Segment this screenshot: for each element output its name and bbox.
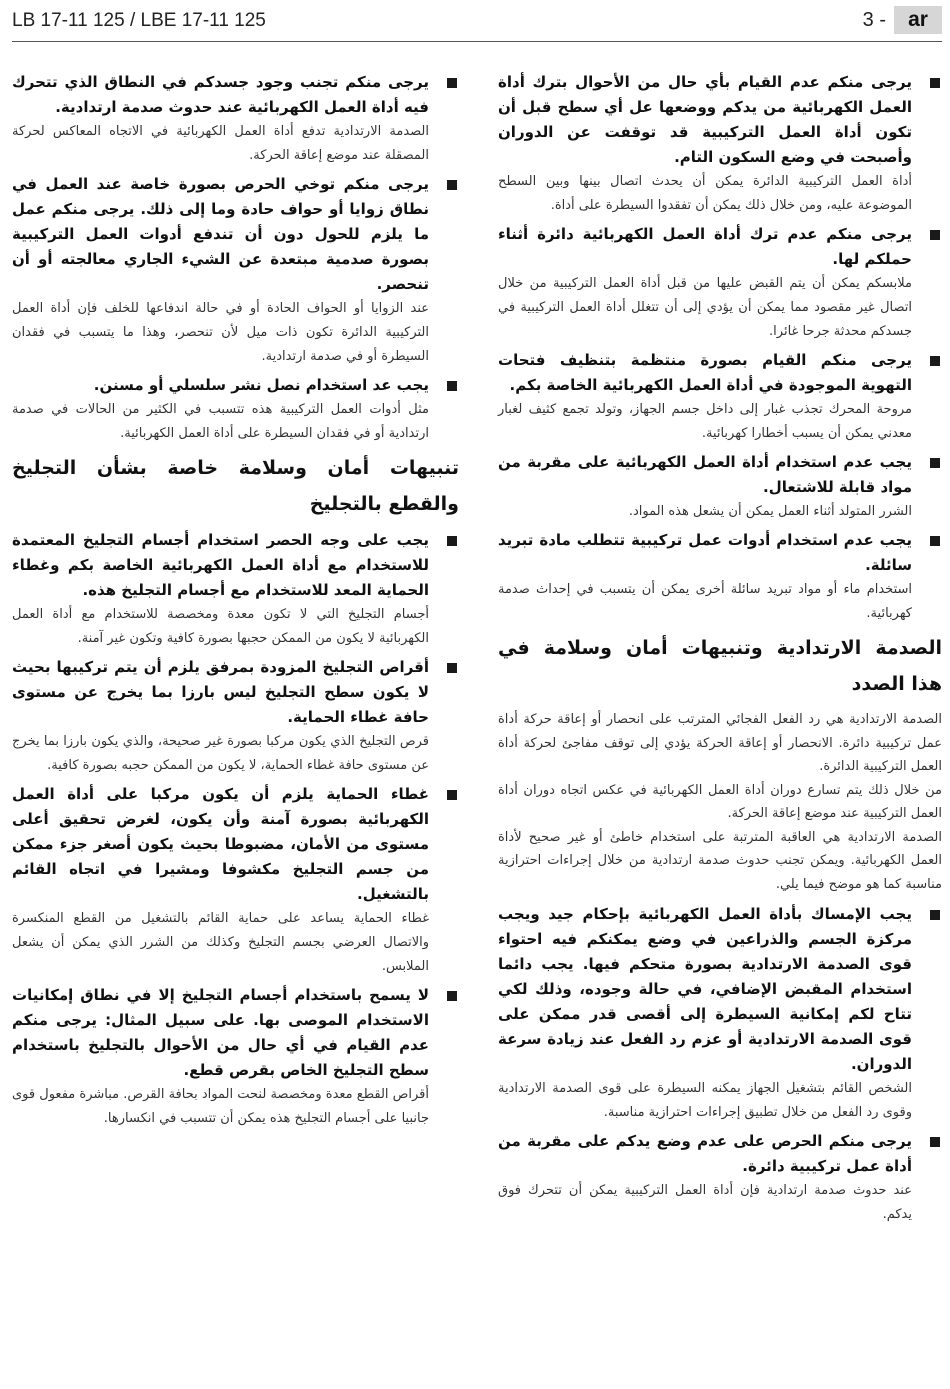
item-text: أجسام التجليخ التي لا تكون معدة ومخصصة للاستخدام مع أداة العمل الكهربائية لا يكون من الممكن حجبها بصورة كافية وتكون غير آمنة. — [12, 607, 429, 646]
page-number: 3 - — [862, 9, 886, 31]
item-text: عند الزوايا أو الحواف الحادة أو في حالة اندفاعها للخلف فإن أداة العمل التركيبية الدائرة تكون ذات ميل لأن تنحصر، وهذا ما يتسبب في فقدان السيطرة أو في صدمة ارتدادية. — [12, 301, 429, 364]
square-bullet-icon — [447, 991, 457, 1001]
item-bold-text: يجب عدم استخدام أدوات عمل تركيبية تتطلب مادة تبريد سائلة. — [498, 531, 912, 574]
square-bullet-icon — [930, 536, 940, 546]
item-bold-text: يرجى منكم توخي الحرص بصورة خاصة عند العمل في نطاق زوايا أو حواف حادة وما إلى ذلك. يرجى منكم عمل ما يلزم للحول دون أن تندفع أدوات العمل التركيبية بصورة صدمية مبتعدة عن الشيء الجاري معالجته أو أن تنحصر. — [12, 175, 429, 293]
language-badge: ar — [894, 6, 942, 34]
item-bold-text: يرجى منكم القيام بصورة منتظمة بتنظيف فتحات التهوية الموجودة في أداة العمل الكهربائية الخاصة بكم. — [498, 351, 912, 394]
item-text: مروحة المحرك تجذب غبار إلى داخل جسم الجهاز، وتولد تجمع كثيف لغبار معدني يمكن أن يسبب أخطارا كهربائية. — [498, 402, 912, 441]
square-bullet-icon — [930, 78, 940, 88]
header-rule — [12, 41, 942, 42]
left-column — [12, 70, 459, 1135]
list-item — [498, 1129, 942, 1227]
list-item — [12, 528, 459, 651]
section-heading: تنبيهات أمان وسلامة خاصة بشأن التجليخ والقطع بالتجليخ — [12, 457, 459, 515]
item-text: ملابسكم يمكن أن يتم القبض عليها من قبل أداة العمل التركيبية من خلال اتصال غير مقصود مما يمكن أن يؤدي إلى أن تتغلل أداة العمل التركيبية في جسدكم محدثة جرحا غائرا. — [498, 276, 912, 339]
item-bold-text: يجب الإمساك بأداة العمل الكهربائية بإحكام جيد ويجب مركزة الجسم والذراعين في وضع يمكنكم فيه احتواء قوى الصدمة الارتدادية بصورة متحكم فيها. يجب دائما استخدام المقبض الإضافي، في حالة وجوده، وذلك لكي تتاح لكم إمكانية السيطرة إلى أقصى قدر ممكن على قوى الصدمة الارتدادية أو عزم رد الفعل عند زيادة سرعة الدوران. — [498, 905, 912, 1073]
paragraph: من خلال ذلك يتم تسارع دوران أداة العمل الكهربائية في عكس اتجاه دوران أداة العمل التركيبية عند موضع إعاقة الحركة. — [498, 782, 942, 821]
list-item — [12, 70, 459, 168]
page-header — [0, 0, 950, 40]
list-item — [498, 528, 942, 626]
square-bullet-icon — [447, 381, 457, 391]
item-bold-text: لا يسمح باستخدام أجسام التجليخ إلا في نطاق إمكانيات الاستخدام الموصى بها. على سبيل المثال: يرجى منكم عدم القيام في أي حال من الأحوال بالتجليخ باستخدام سطح التجليخ الخاص بقرص قطع. — [12, 986, 429, 1079]
square-bullet-icon — [930, 230, 940, 240]
square-bullet-icon — [447, 536, 457, 546]
list-item — [12, 373, 459, 446]
item-text: مثل أدوات العمل التركيبية هذه تتسبب في الكثير من الحالات في صدمة ارتدادية أو في فقدان السيطرة على أداة العمل الكهربائية. — [12, 402, 429, 441]
item-bold-text: غطاء الحماية يلزم أن يكون مركبا على أداة العمل الكهربائية بصورة آمنة وأن يكون، لغرض تحقيق أعلى مستوى من الأمان، مضبوطا بحيث يكون أصغر جزء ممكن من جسم التجليخ مكشوفا ومشيرا في اتجاه القائم بالتشغيل. — [12, 785, 429, 903]
list-item — [498, 222, 942, 344]
item-bold-text: يرجى منكم عدم القيام بأي حال من الأحوال بترك أداة العمل الكهربائية من يدكم ووضعها عل أي سطح قبل أن تكون أداة العمل التركيبية قد توقفت عن الدوران وأصبحت في وضع السكون التام. — [498, 73, 912, 166]
list-item — [498, 70, 942, 218]
item-bold-text: أقراص التجليخ المزودة بمرفق يلزم أن يتم تركيبها بحيث لا يكون سطح التجليخ ليس بارزا بما يخرج عن مستوى حافة غطاء الحماية. — [12, 658, 429, 726]
paragraph: الصدمة الارتدادية هي رد الفعل الفجائي المترتب على انحصار أو إعاقة حركة أداة عمل تركيبية دائرة. الانحصار أو إعاقة الحركة يؤدي إلى توقف مفاجئ لحركة أداة العمل التركيبية الدائرة. — [498, 712, 942, 774]
list-item — [12, 172, 459, 369]
square-bullet-icon — [930, 1137, 940, 1147]
list-item — [12, 782, 459, 979]
list-item — [498, 902, 942, 1125]
item-text: الشخص القائم بتشغيل الجهاز يمكنه السيطرة على قوى الصدمة الارتدادية وقوى رد الفعل من خلال تطبيق إجراءات احترازية مناسبة. — [498, 1081, 912, 1120]
square-bullet-icon — [930, 910, 940, 920]
item-bold-text: يرجى منكم تجنب وجود جسدكم في النطاق الذي تتحرك فيه أداة العمل الكهربائية عند حدوث صدمة ارتدادية. — [12, 73, 429, 116]
item-text: الصدمة الارتدادية تدفع أداة العمل الكهربائية في الاتجاه المعاكس لحركة المصقلة عند موضع إعاقة الحركة. — [12, 124, 429, 163]
item-bold-text: يجب على وجه الحصر استخدام أجسام التجليخ المعتمدة للاستخدام مع أداة العمل الكهربائية الخاصة بكم وغطاء الحماية المعد للاستخدام مع أجسام التجليخ هذه. — [12, 531, 429, 599]
square-bullet-icon — [930, 458, 940, 468]
item-text: الشرر المتولد أثناء العمل يمكن أن يشعل هذه المواد. — [628, 504, 912, 519]
item-bold-text: يرجى منكم الحرص على عدم وضع يدكم على مقربة من أداة عمل تركيبية دائرة. — [498, 1132, 912, 1175]
right-column — [498, 70, 942, 1231]
item-text: استخدام ماء أو مواد تبريد سائلة أخرى يمكن أن يتسبب في إحداث صدمة كهربائية. — [498, 582, 912, 621]
list-item — [498, 450, 942, 524]
square-bullet-icon — [447, 790, 457, 800]
square-bullet-icon — [447, 180, 457, 190]
item-text: أداة العمل التركيبية الدائرة يمكن أن يحدث اتصال بينها وبين السطح الموضوعة عليه، ومن خلال ذلك يمكن أن تفقدوا السيطرة على أداة. — [498, 174, 912, 213]
paragraph: الصدمة الارتدادية هي العاقبة المترتبة على استخدام خاطئ أو غير صحيح لأداة العمل الكهربائية. ويمكن تجنب حدوث صدمة ارتدادية من خلال إجراءات احترازية مناسبة كما هو موضح فيما يلي. — [498, 829, 942, 892]
item-text: عند حدوث صدمة ارتدادية فإن أداة العمل التركيبية يمكن أن تتحرك فوق يدكم. — [498, 1183, 912, 1222]
item-text: قرص التجليخ الذي يكون مركبا بصورة غير صحيحة، والذي يكون بارزا بما يخرج عن مستوى حافة غطاء الحماية، لا يكون من الممكن حجبه بصورة كافية. — [12, 734, 429, 773]
section-heading: الصدمة الارتدادية وتنبيهات أمان وسلامة في هذا الصدد — [498, 637, 942, 695]
square-bullet-icon — [447, 78, 457, 88]
item-text: أقراص القطع معدة ومخصصة لنحت المواد بحافة القرص. مباشرة مفعول قوى جانبيا على أجسام التجليخ هذه يمكن أن تتسبب في انكسارها. — [12, 1087, 429, 1126]
item-bold-text: يرجى منكم عدم ترك أداة العمل الكهربائية دائرة أثناء حملكم لها. — [498, 225, 912, 268]
list-item — [12, 983, 459, 1131]
item-bold-text: يجب عد استخدام نصل نشر سلسلي أو مسنن. — [93, 376, 429, 394]
square-bullet-icon — [930, 356, 940, 366]
square-bullet-icon — [447, 663, 457, 673]
list-item — [12, 655, 459, 778]
list-item — [498, 348, 942, 446]
item-text: غطاء الحماية يساعد على حماية القائم بالتشغيل من القطع المنكسرة والاتصال العرضي بجسم التجليخ وكذلك من الشرر الذي يمكن أن يشعل الملابس. — [12, 911, 429, 974]
item-bold-text: يجب عدم استخدام أداة العمل الكهربائية على مقربة من مواد قابلة للاشتعال. — [498, 453, 912, 496]
model-number: LB 17-11 125 / LBE 17-11 125 — [12, 10, 266, 31]
